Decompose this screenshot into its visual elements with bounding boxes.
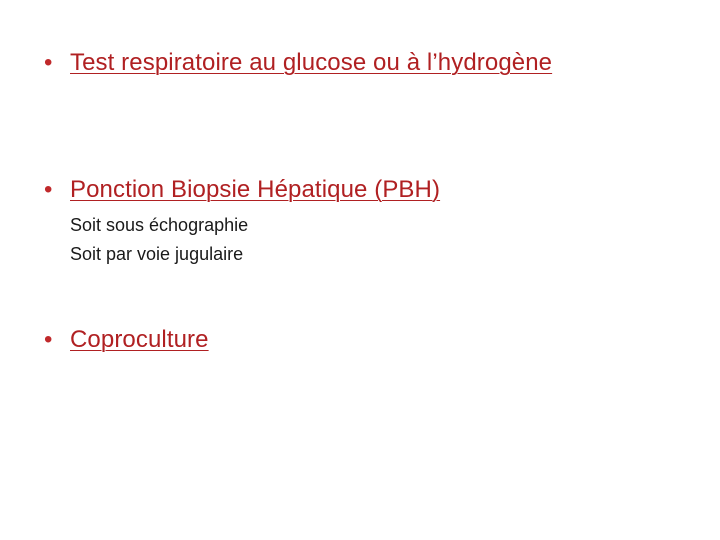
bullet-link[interactable]: Ponction Biopsie Hépatique (PBH) [70,176,441,203]
bullet-link[interactable]: Test respiratoire au glucose ou à l’hydrogène [70,49,553,76]
sub-item: Soit sous échographie [70,215,249,235]
bullet-item [44,176,440,204]
bullet-item [44,49,552,77]
bullet-item [44,326,209,354]
bullet-dot-icon: • [44,326,53,353]
bullet-dot-icon: • [44,176,53,203]
bullet-dot-icon: • [44,49,53,76]
sub-item: Soit par voie jugulaire [70,244,244,264]
bullet-link[interactable]: Coproculture [70,326,209,353]
